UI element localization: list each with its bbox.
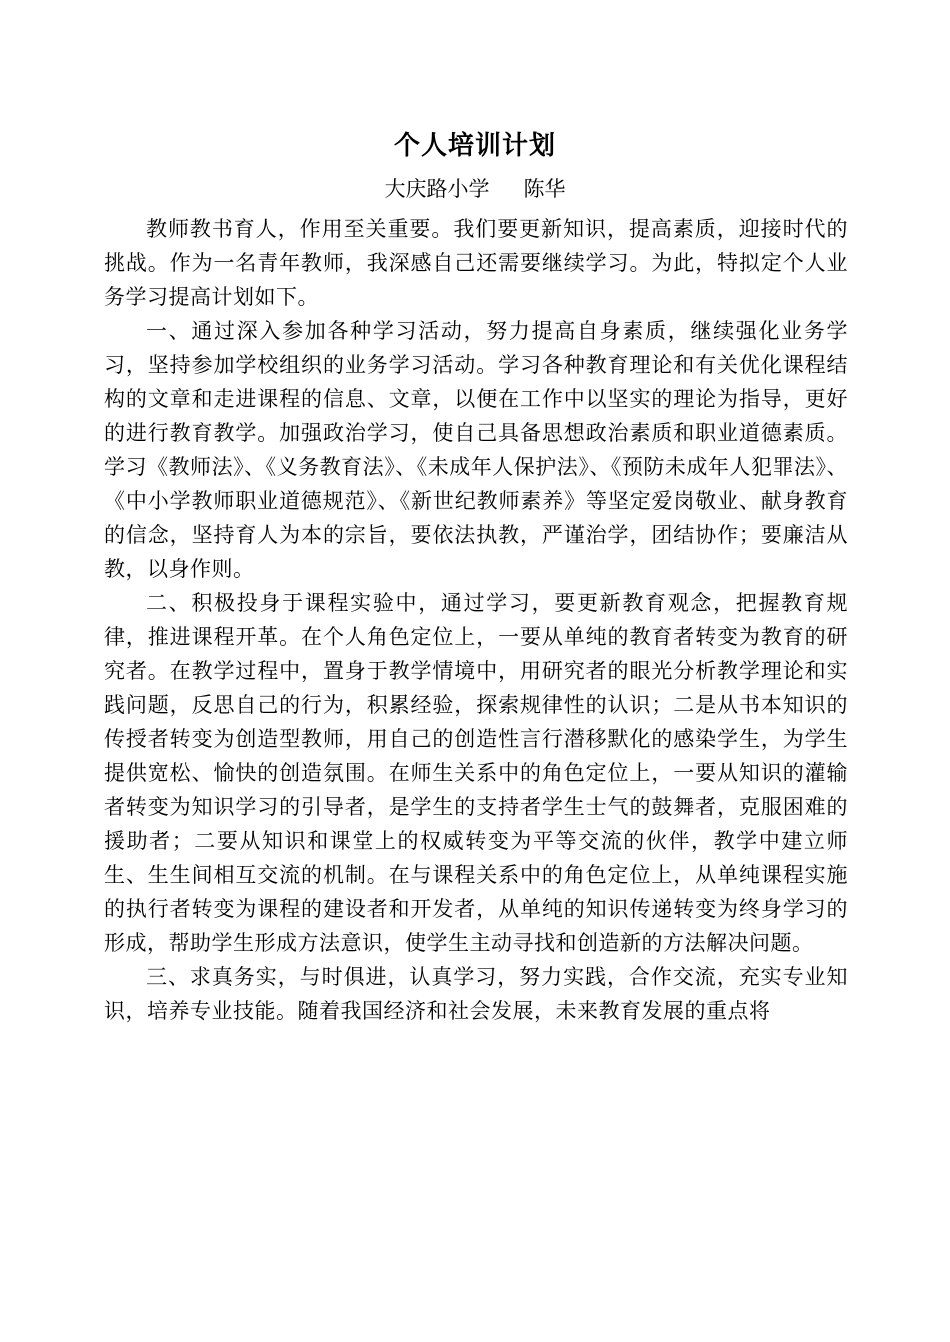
intro-paragraph: 教师教书育人，作用至关重要。我们要更新知识，提高素质，迎接时代的挑战。作为一名青年教师，我深感自己还需要继续学习。为此，特拟定个人业务学习提高计划如下。 — [104, 217, 848, 309]
document-title: 个人培训计划 — [393, 131, 556, 161]
author-name: 陈华 — [523, 177, 566, 201]
section-one-paragraph: 一、通过深入参加各种学习活动，努力提高自身素质，继续强化业务学习，坚持参加学校组织的业务学习活动。学习各种教育理论和有关优化课程结构的文章和走进课程的信息、文章，以便在工作中以坚实的理论为指导，更好的进行教育教学。加强政治学习，使自己具备思想政治素质和职业道德素质。学习《教师法》、《义务教育法》、《未成年人保护法》、《预防未成年人犯罪法》、《中小学教师职业道德规范》、《新世纪教师素养》等坚定爱岗敬业、献身教育的信念，坚持育人为本的宗旨，要依法执教，严谨治学，团结协作；要廉洁从教，以身作则。 — [104, 319, 848, 581]
document-body — [104, 212, 848, 1028]
section-three-paragraph: 三、求真务实，与时俱进，认真学习，努力实践，合作交流，充实专业知识，培养专业技能。随着我国经济和社会发展，未来教育发展的重点将 — [104, 965, 848, 1023]
school-name: 大庆路小学 — [384, 177, 490, 201]
byline — [0, 174, 950, 204]
section-two-paragraph: 二、积极投身于课程实验中，通过学习，要更新教育观念，把握教育规律，推进课程开革。在个人角色定位上，一要从单纯的教育者转变为教育的研究者。在教学过程中，置身于教学情境中，用研究者的眼光分析教学理论和实践问题，反思自己的行为，积累经验，探索规律性的认识；二是从书本知识的传授者转变为创造型教师，用自己的创造性言行潜移默化的感染学生，为学生提供宽松、愉快的创造氛围。在师生关系中的角色定位上，一要从知识的灌输者转变为知识学习的引导者，是学生的支持者学生士气的鼓舞者，克服困难的援助者；二要从知识和课堂上的权威转变为平等交流的伙伴，教学中建立师生、生生间相互交流的机制。在与课程关系中的角色定位上，从单纯课程实施的执行者转变为课程的建设者和开发者，从单纯的知识传递转变为终身学习的形成，帮助学生形成方法意识，使学生主动寻找和创造新的方法解决问题。 — [104, 591, 848, 955]
